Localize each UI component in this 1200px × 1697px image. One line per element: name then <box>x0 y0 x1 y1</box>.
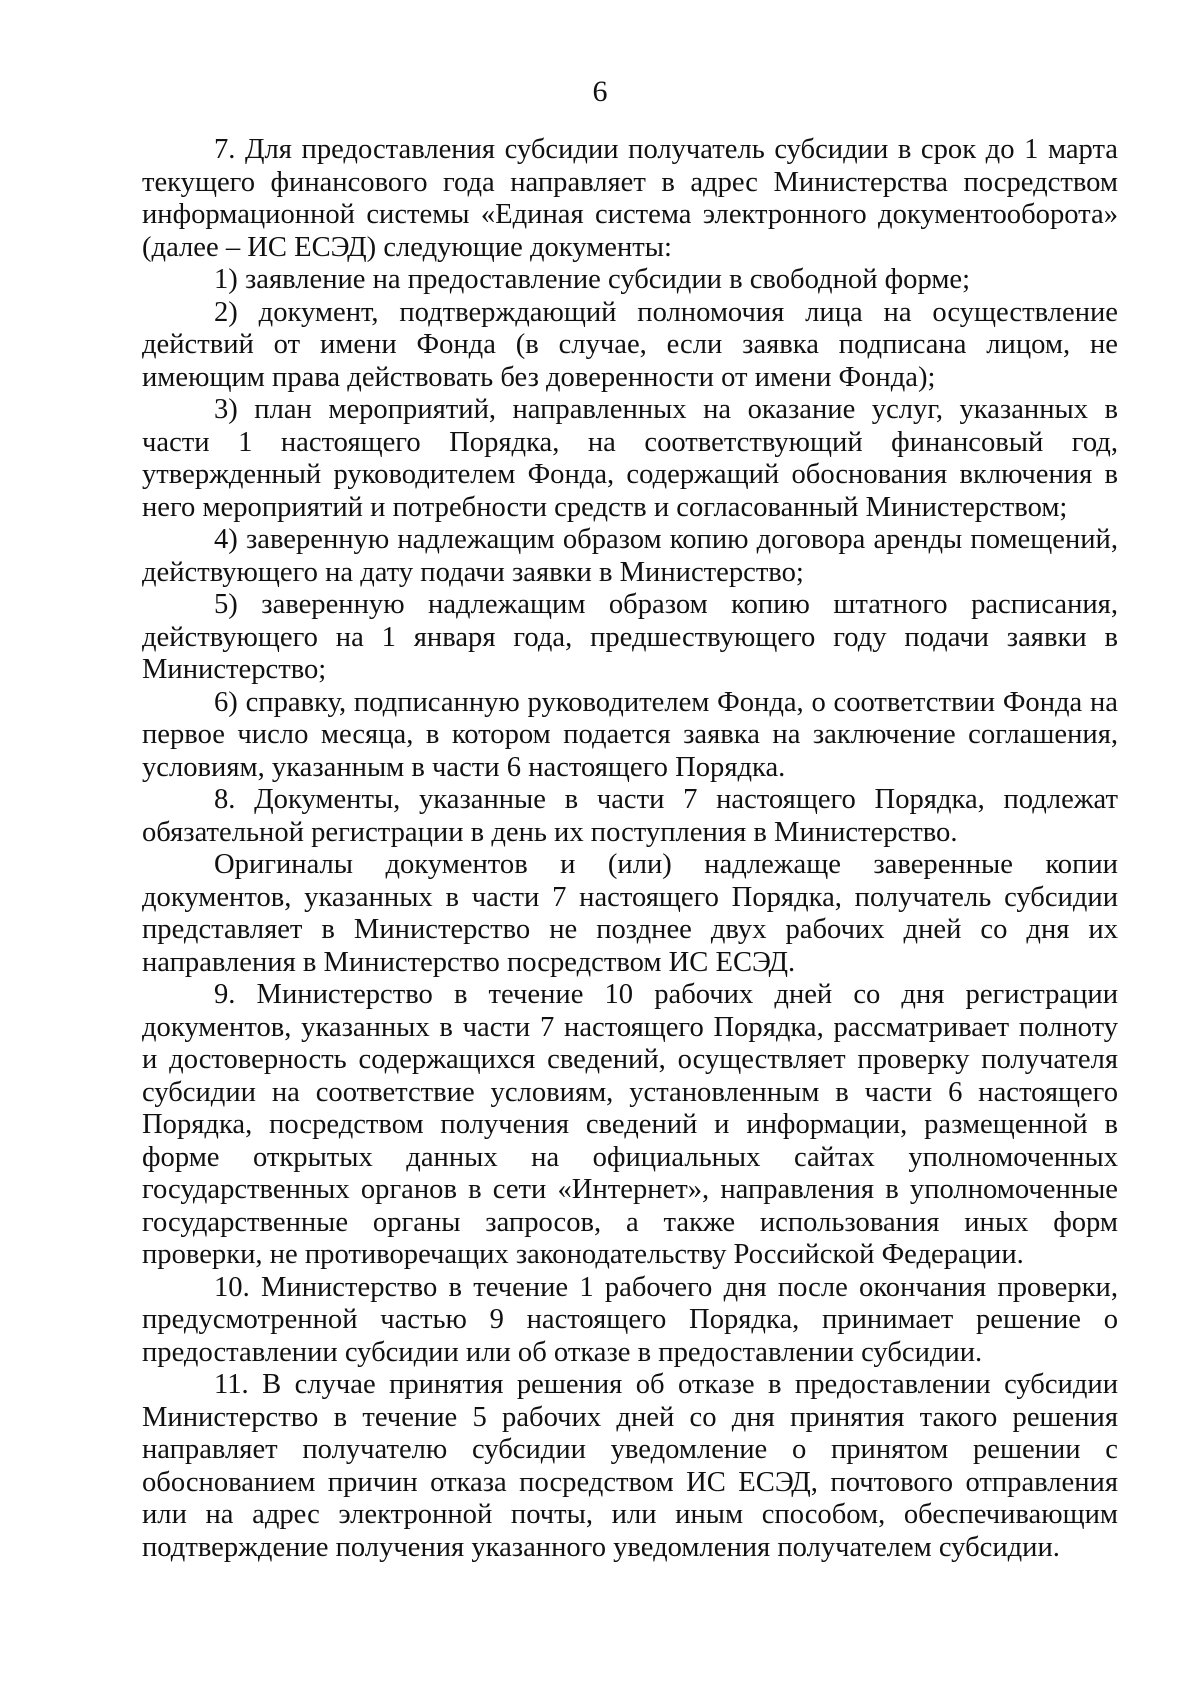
paragraph-7-item-6: 6) справку, подписанную руководителем Фонда, о соответствии Фонда на первое число месяца, в котором подается заявка на заключение соглашения, условиям, указанным в части 6 настоящего Порядка. <box>142 686 1118 783</box>
paragraph-7: 7. Для предоставления субсидии получатель субсидии в срок до 1 марта текущего финансового года направляет в адрес Министерства посредством информационной системы «Единая система электронного документооборота» (далее – ИС ЕСЭД) следующие документы: <box>142 134 1118 263</box>
document-body <box>142 134 1118 1564</box>
paragraph-11: 11. В случае принятия решения об отказе в предоставлении субсидии Министерство в течение 5 рабочих дней со дня принятия такого решения направляет получателю субсидии уведомление о принятом решении с обоснованием причин отказа посредством ИС ЕСЭД, почтового отправления или на адрес электронной почты, или иным способом, обеспечивающим подтверждение получения указанного уведомления получателем субсидии. <box>142 1369 1118 1563</box>
paragraph-7-item-1: 1) заявление на предоставление субсидии в свободной форме; <box>214 264 971 295</box>
paragraph-7-item-3: 3) план мероприятий, направленных на оказание услуг, указанных в части 1 настоящего Порядка, на соответствующий финансовый год, утвержденный руководителем Фонда, содержащий обоснования включения в него мероприятий и потребности средств и согласованный Министерством; <box>142 394 1118 523</box>
paragraph-10: 10. Министерство в течение 1 рабочего дня после окончания проверки, предусмотренной частью 9 настоящего Порядка, принимает решение о предоставлении субсидии или об отказе в предоставлении субсидии. <box>142 1271 1118 1368</box>
paragraph-8-continued: Оригиналы документов и (или) надлежаще заверенные копии документов, указанных в части 7 настоящего Порядка, получатель субсидии представляет в Министерство не позднее двух рабочих дней со дня их направления в Министерство посредством ИС ЕСЭД. <box>142 849 1118 978</box>
paragraph-7-item-4: 4) заверенную надлежащим образом копию договора аренды помещений, действующего на дату подачи заявки в Министерство; <box>142 524 1118 588</box>
paragraph-7-item-2: 2) документ, подтверждающий полномочия лица на осуществление действий от имени Фонда (в случае, если заявка подписана лицом, не имеющим права действовать без доверенности от имени Фонда); <box>142 296 1118 393</box>
paragraph-8: 8. Документы, указанные в части 7 настоящего Порядка, подлежат обязательной регистрации в день их поступления в Министерство. <box>142 784 1118 848</box>
paragraph-9: 9. Министерство в течение 10 рабочих дней со дня регистрации документов, указанных в части 7 настоящего Порядка, рассматривает полноту и достоверность содержащихся сведений, осуществляет проверку получателя субсидии на соответствие условиям, установленным в части 6 настоящего Порядка, посредством получения сведений и информации, размещенной в форме открытых данных на официальных сайтах уполномоченных государственных органов в сети «Интернет», направления в уполномоченные государственные органы запросов, а также использования иных форм проверки, не противоречащих законодательству Российской Федерации. <box>142 979 1118 1270</box>
paragraph-7-item-5: 5) заверенную надлежащим образом копию штатного расписания, действующего на 1 января года, предшествующего году подачи заявки в Министерство; <box>142 589 1118 685</box>
page-number: 6 <box>592 75 608 108</box>
